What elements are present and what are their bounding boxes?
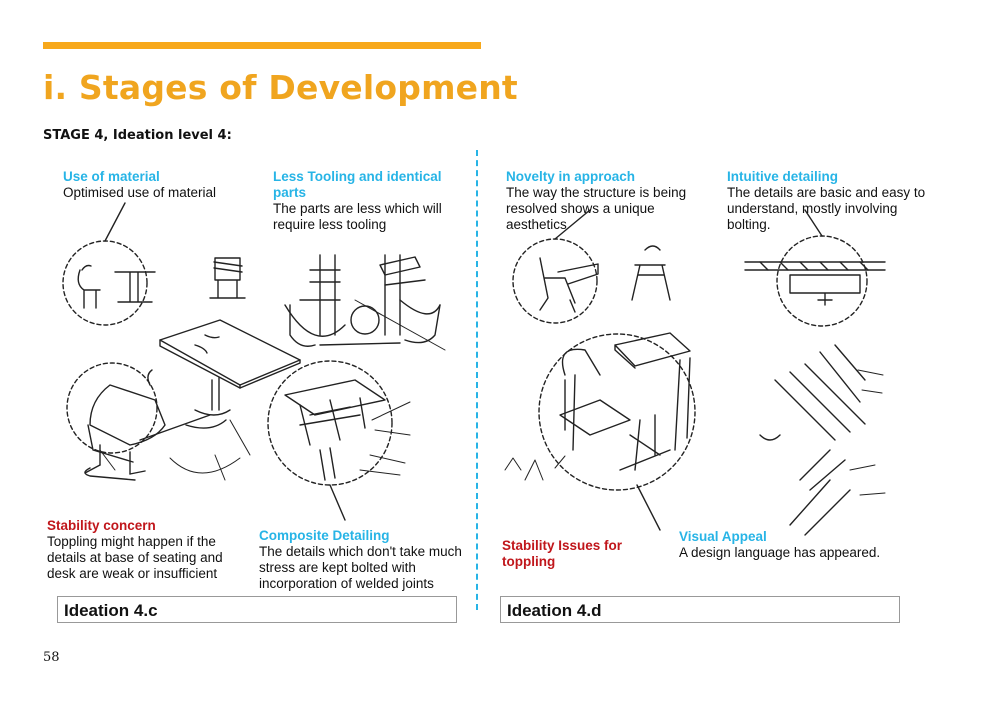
- note-body: Optimised use of material: [63, 185, 217, 200]
- ideation-label-4c: Ideation 4.c: [57, 596, 457, 623]
- diagonal-section-sketches: [760, 345, 865, 535]
- seat-desk-sketch: [85, 320, 300, 480]
- page-divider: [476, 150, 478, 610]
- note-visual-appeal: [679, 529, 899, 561]
- note-heading: Less Tooling and identical parts: [273, 169, 442, 200]
- note-stability-concern: [47, 518, 247, 582]
- note-composite-detailing: [259, 528, 469, 592]
- note-body: The details which don't take much stress are kept bolted with incorporation of welded joints: [259, 544, 462, 591]
- ideation-label-4d: Ideation 4.d: [500, 596, 900, 623]
- stage-subtitle: STAGE 4, Ideation level 4:: [43, 128, 232, 143]
- note-intuitive-detailing: [727, 169, 937, 233]
- note-body: A design language has appeared.: [679, 545, 881, 560]
- note-heading: Stability concern: [47, 518, 156, 533]
- seat-desk-main-sketch: [560, 333, 690, 470]
- chair-side-elevation: [540, 258, 598, 312]
- desk-elevation-sketch: [115, 258, 245, 302]
- note-stability-issues: [502, 538, 642, 570]
- tooling-parts-sketch: [285, 255, 440, 346]
- note-body: The way the structure is being resolved shows a unique aesthetics: [506, 185, 687, 232]
- steel-frame-sketch: [285, 380, 385, 480]
- note-heading: Visual Appeal: [679, 529, 767, 544]
- note-body: The parts are less which will require less tooling: [273, 201, 442, 232]
- note-heading: Intuitive detailing: [727, 169, 839, 184]
- note-novelty: [506, 169, 706, 233]
- note-less-tooling: [273, 169, 463, 233]
- note-use-of-material: [63, 169, 253, 201]
- detail-circle-chair-side: [63, 241, 147, 325]
- note-heading: Stability Issues for toppling: [502, 538, 623, 569]
- note-body: The details are basic and easy to understand, mostly involving bolting.: [727, 185, 926, 232]
- page-number: 58: [43, 650, 60, 665]
- note-heading: Use of material: [63, 169, 160, 184]
- note-heading: Composite Detailing: [259, 528, 390, 543]
- page-title: i. Stages of Development: [43, 68, 518, 107]
- note-body: Toppling might happen if the details at base of seating and desk are weak or insufficient: [47, 534, 223, 581]
- note-heading: Novelty in approach: [506, 169, 636, 184]
- chair-front-elevation: [632, 246, 670, 300]
